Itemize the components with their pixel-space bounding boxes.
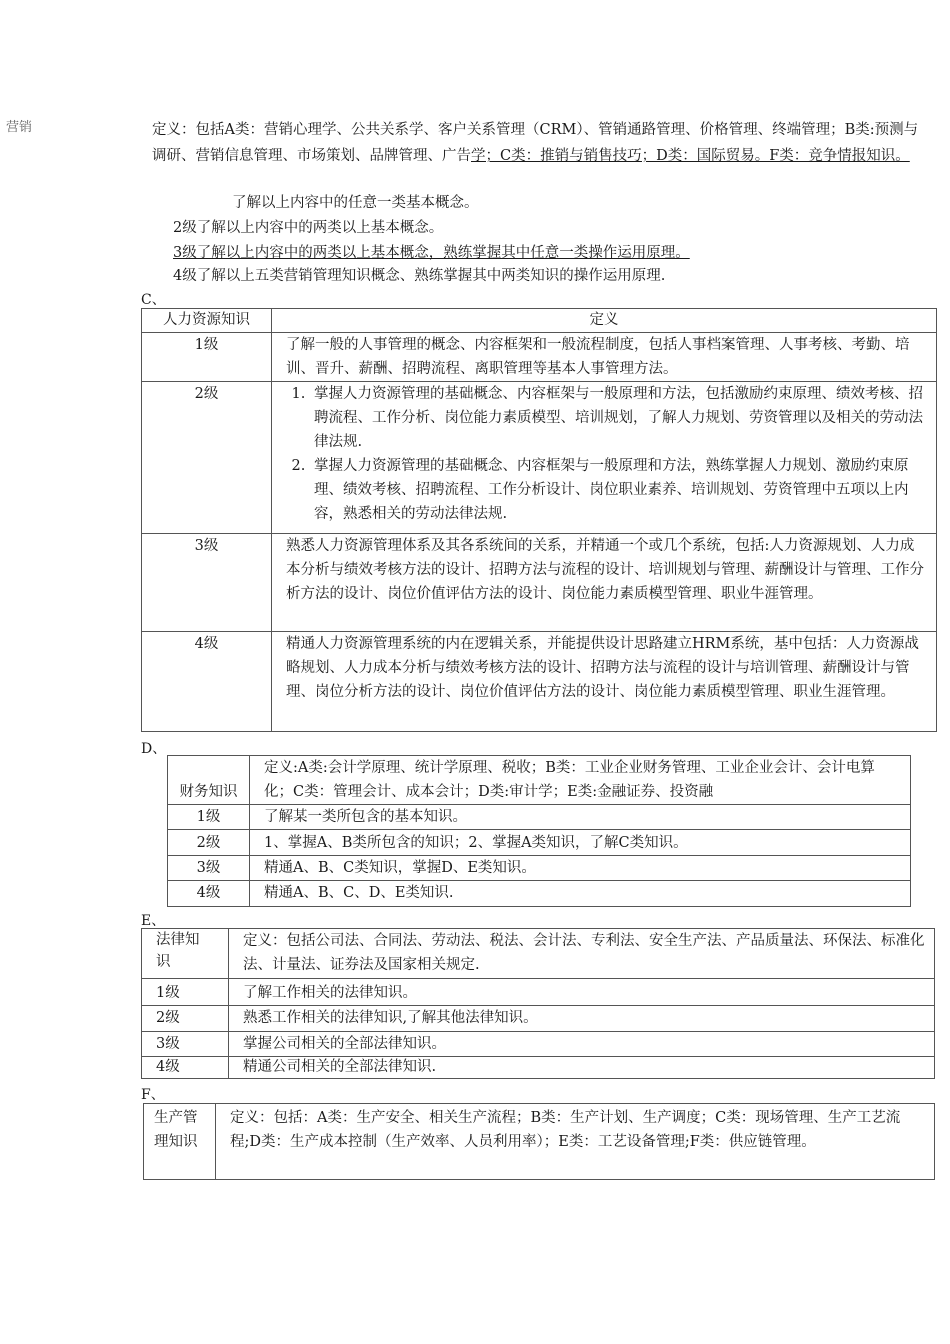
hr-level-4: 4级 xyxy=(142,632,272,732)
law-header-left: 法律知识 xyxy=(142,929,229,979)
hr-level-2-list xyxy=(272,382,937,534)
finance-level-3-text: 精通A、B、C类知识，掌握D、E类知识。 xyxy=(250,856,911,881)
table-row xyxy=(168,856,911,881)
marketing-level-3: 3级了解以上内容中的两类以上基本概念，熟练掌握其中任意一类操作运用原理。 xyxy=(173,245,690,261)
finance-level-2-text: 1、掌握A、B类所包含的知识；2、掌握A类知识，了解C类知识。 xyxy=(250,830,911,856)
marketing-definition xyxy=(152,117,932,169)
law-level-2-text: 熟悉工作相关的法律知识,了解其他法律知识。 xyxy=(229,1006,935,1032)
table-row xyxy=(168,881,911,907)
finance-knowledge-table xyxy=(167,755,911,907)
law-level-4: 4级 xyxy=(142,1057,229,1079)
section-f-marker: F、 xyxy=(141,1087,165,1103)
finance-level-2: 2级 xyxy=(168,830,250,856)
law-level-2: 2级 xyxy=(142,1006,229,1032)
finance-level-1: 1级 xyxy=(168,805,250,830)
law-level-3-text: 掌握公司相关的全部法律知识。 xyxy=(229,1032,935,1057)
law-level-4-text: 精通公司相关的全部法律知识. xyxy=(229,1057,935,1079)
law-level-1: 1级 xyxy=(142,979,229,1006)
hr-level-1: 1级 xyxy=(142,333,272,382)
table-row xyxy=(142,382,937,534)
hr-level-1-text: 了解一般的人事管理的概念、内容框架和一般流程制度，包括人事档案管理、人事考核、考勤、培训、晋升、薪酬、招聘流程、离职管理等基本人事管理方法。 xyxy=(272,333,937,382)
section-c-marker: C、 xyxy=(141,292,166,308)
finance-level-4-text: 精通A、B、C、D、E类知识. xyxy=(250,881,911,907)
hr-header-right: 定义 xyxy=(272,309,937,333)
marketing-level-1: 了解以上内容中的任意一类基本概念。 xyxy=(232,195,479,211)
table-row xyxy=(142,534,937,632)
marketing-level-4: 4级了解以上五类营销管理知识概念、熟练掌握其中两类知识的操作运用原理. xyxy=(173,268,666,284)
finance-header-right: 定义:A类:会计学原理、统计学原理、税收；B类：工业企业财务管理、工业企业会计、会计电算化；C类：管理会计、成本会计；D类:审计学；E类:金融证券、投资融 xyxy=(250,756,911,805)
list-item: 2. 掌握人力资源管理的基础概念、内容框架与一般原理和方法，熟练掌握人力规划、激励约束原理、绩效考核、招聘流程、工作分析设计、岗位职业素养、培训规划、劳资管理中五项以上内容，熟悉相关的劳动法律法规. xyxy=(310,454,928,526)
law-level-1-text: 了解工作相关的法律知识。 xyxy=(229,979,935,1006)
law-header-right: 定义：包括公司法、合同法、劳动法、税法、会计法、专利法、安全生产法、产品质量法、环保法、标准化法、计量法、证券法及国家相关规定. xyxy=(229,929,935,979)
production-header-right: 定义：包括：A类：生产安全、相关生产流程；B类：生产计划、生产调度；C类：现场管理、生产工艺流程;D类：生产成本控制（生产效率、人员利用率）；E类：工艺设备管理;F类：供应链管理。 xyxy=(216,1104,935,1180)
table-row xyxy=(168,805,911,830)
table-row xyxy=(142,333,937,382)
table-row xyxy=(142,632,937,732)
table-header-row xyxy=(142,929,935,979)
list-item: 1. 掌握人力资源管理的基础概念、内容框架与一般原理和方法，包括激励约束原理、绩效考核、招聘流程、工作分析、岗位能力素质模型、培训规划，了解人力规划、劳资管理以及相关的劳动法律法规. xyxy=(310,382,928,454)
section-e-marker: E、 xyxy=(141,913,166,929)
production-knowledge-table xyxy=(143,1103,935,1180)
hr-header-left: 人力资源知识 xyxy=(142,309,272,333)
law-level-3: 3级 xyxy=(142,1032,229,1057)
marketing-definition-part1: 定义：包括A类：营销心理学、公共关系学、客户关系管理（CRM）、管销通路管理、价格管理、终端管理；B类:预测与调研、营销信息管理、市场策划、品牌管理、广告 xyxy=(152,122,919,164)
marketing-level-2: 2级了解以上内容中的两类以上基本概念。 xyxy=(173,220,444,236)
hr-level-4-text: 精通人力资源管理系统的内在逻辑关系，并能提供设计思路建立HRM系统，基中包括：人力资源战略规划、人力成本分析与绩效考核方法的设计、招聘方法与流程的设计与培训管理、薪酬设计与管理、岗位分析方法的设计、岗位价值评估方法的设计、岗位能力素质模型管理、职业生涯管理。 xyxy=(272,632,937,732)
table-header-row xyxy=(144,1104,935,1180)
finance-header-left: 财务知识 xyxy=(168,756,250,805)
finance-level-1-text: 了解某一类所包含的基本知识。 xyxy=(250,805,911,830)
production-header-left: 生产管理知识 xyxy=(144,1104,216,1180)
table-header-row xyxy=(168,756,911,805)
finance-level-4: 4级 xyxy=(168,881,250,907)
table-row xyxy=(168,830,911,856)
table-row xyxy=(142,1057,935,1079)
marketing-definition-part2: 学；C类：推销与销售技巧；D类：国际贸易。F类：竞争情报知识。 xyxy=(471,148,910,164)
hr-knowledge-table xyxy=(141,308,937,732)
table-row xyxy=(142,1032,935,1057)
table-row xyxy=(142,1006,935,1032)
table-header-row xyxy=(142,309,937,333)
marketing-label: 营销 xyxy=(6,120,33,135)
hr-level-3: 3级 xyxy=(142,534,272,632)
law-knowledge-table xyxy=(141,928,935,1079)
hr-level-3-text: 熟悉人力资源管理体系及其各系统间的关系，并精通一个或几个系统，包括:人力资源规划、人力成本分析与绩效考核方法的设计、招聘方法与流程的设计、培训规划与管理、薪酬设计与管理、工作分析方法的设计、岗位价值评估方法的设计、岗位能力素质模型管理、职业牛涯管理。 xyxy=(272,534,937,632)
table-row xyxy=(142,979,935,1006)
section-d-marker: D、 xyxy=(141,741,167,757)
finance-level-3: 3级 xyxy=(168,856,250,881)
hr-level-2: 2级 xyxy=(142,382,272,534)
